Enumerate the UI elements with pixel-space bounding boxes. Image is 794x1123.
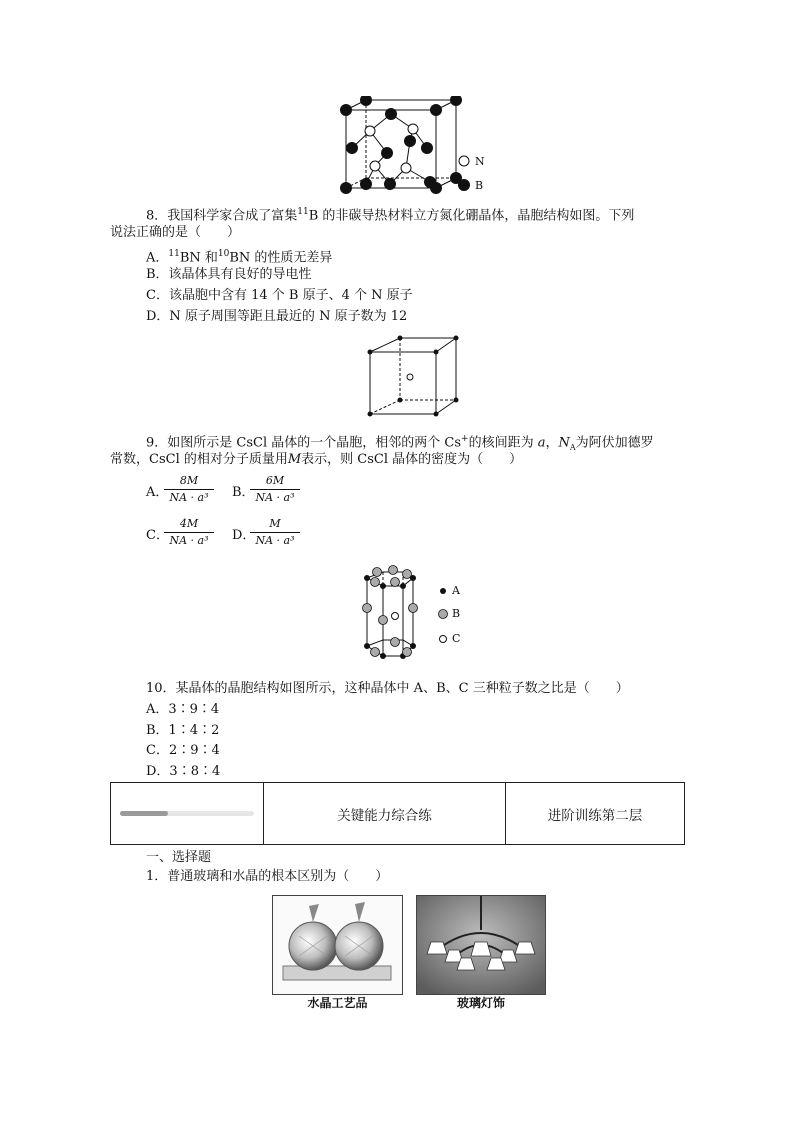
q10-option-c: C．2∶9∶4	[146, 743, 220, 758]
crystal-craft-photo	[272, 895, 403, 995]
legend-b-symbol	[458, 179, 470, 191]
q8-option-b: B．该晶体具有良好的导电性	[146, 267, 312, 282]
glass-chandelier-caption: 玻璃灯饰	[456, 996, 505, 1010]
q8-stem-line2: 说法正确的是（ ）	[110, 225, 241, 240]
banner-decoration-cell	[111, 783, 264, 845]
legend-b-label: B	[475, 179, 484, 192]
q1-stem: 1．普通玻璃和水晶的根本区别为（ ）	[146, 869, 389, 884]
crystal-craft-caption: 水晶工艺品	[307, 996, 368, 1010]
q9-option-d-label: D．	[232, 528, 256, 543]
q9-stem-line1: 9．如图所示是 CsCl 晶体的一个晶胞，相邻的两个 Cs+的核间距为 a，$N_A$为阿伏加德罗	[146, 434, 654, 452]
banner-right-title: 进阶训练第二层	[506, 783, 685, 845]
legend-b-symbol	[439, 610, 448, 619]
section-heading: 一、选择题	[146, 850, 212, 865]
legend-n-label: N	[475, 155, 485, 168]
legend-a-label: A	[452, 584, 460, 597]
q9-stem-line2: 常数，CsCl 的相对分子质量用M表示，则 CsCl 晶体的密度为（ ）	[110, 452, 523, 467]
q10-stem: 10．某晶体的晶胞结构如图所示，这种晶体中 A、B、C 三种粒子数之比是（ ）	[146, 681, 629, 696]
legend-b-label: B	[452, 607, 461, 620]
legend-c-symbol	[440, 636, 447, 643]
q9-option-c-label: C．	[146, 528, 169, 543]
q9-option-d-fraction: $\frac{M}{\text{NA · a³}}$	[250, 517, 300, 548]
q9-option-c-fraction: $\frac{4M}{\text{NA · a³}}$	[164, 517, 214, 548]
banner-decoration-bar	[120, 811, 254, 816]
banner-middle-title: 关键能力综合练	[264, 783, 506, 845]
q9-option-a-fraction: $\frac{8M}{\text{NA · a³}}$	[164, 474, 214, 505]
q9-option-b-fraction: $\frac{6M}{\text{NA · a³}}$	[250, 474, 300, 505]
q8-option-d: D．N 原子周围等距且最近的 N 原子数为 12	[146, 309, 408, 324]
q10-option-b: B．1∶4∶2	[146, 723, 220, 738]
q10-option-a: A．3∶9∶4	[146, 702, 220, 717]
q9-option-a-label: A．	[146, 485, 169, 500]
cscl-crystal-cell-figure	[362, 334, 462, 418]
legend-c-label: C	[452, 632, 461, 645]
section-banner	[110, 782, 685, 845]
glass-chandelier-photo	[416, 895, 546, 995]
q10-option-d: D．3∶8∶4	[146, 764, 221, 779]
legend-a-symbol	[440, 588, 446, 594]
q9-option-b-label: B．	[232, 485, 255, 500]
q8-option-a: A．$^{11}$BN 和$^{10}$BN 的性质无差异	[146, 249, 333, 266]
q8-stem-line1: 8．我国科学家合成了富集$^{11}$B 的非碳导热材料立方氮化硼晶体，晶胞结构如图。下列	[146, 207, 635, 224]
legend-n-symbol	[459, 156, 469, 166]
q8-option-c: C．该晶胞中含有 14 个 B 原子、4 个 N 原子	[146, 288, 413, 303]
